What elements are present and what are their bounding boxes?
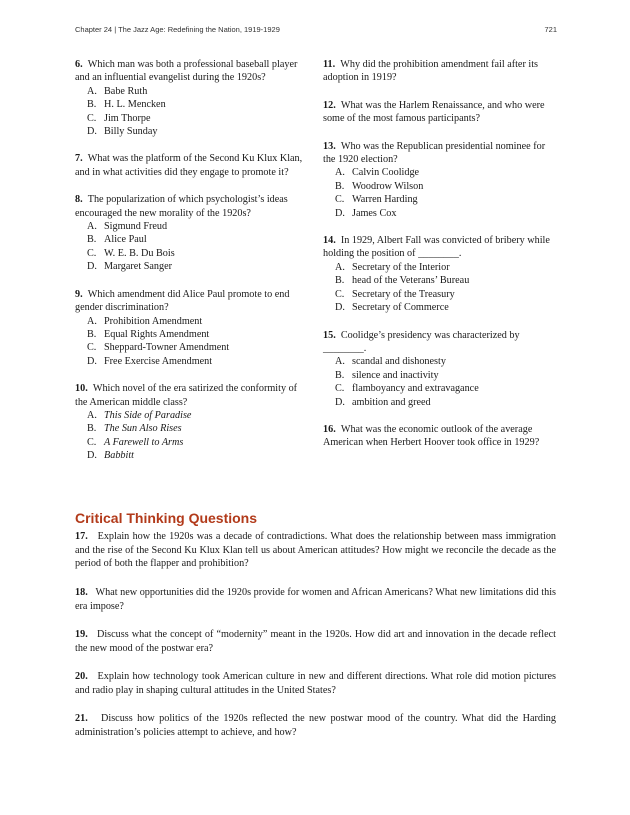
question-14 <box>323 234 555 314</box>
question-number: 6. <box>75 59 83 70</box>
option-b: B. The Sun Also Rises <box>87 423 182 435</box>
option-b: B. Woodrow Wilson <box>335 180 424 192</box>
option-b: B. H. L. Mencken <box>87 99 166 111</box>
option-c: C. Sheppard-Towner Amendment <box>87 342 230 354</box>
question-text: In 1929, Albert Fall was convicted of bribery while holding the position of ________. <box>323 235 550 260</box>
option-d: D. Babbitt <box>87 450 134 462</box>
option-d: D. Secretary of Commerce <box>335 302 449 314</box>
question-10 <box>75 382 307 462</box>
question-number: 8. <box>75 194 83 206</box>
option-d: D. ambition and greed <box>335 396 431 408</box>
question-text: What was the Harlem Renaissance, and who were some of the most famous participants? <box>323 99 545 125</box>
critical-question-17: 17. Explain how the 1920s was a decade of contradictions. What does the relationship between mass immigration and the rise of the Second Ku Klux Klan tell us about American attitudes? How might we reconcile the decade as the period of both the flapper and prohibition? <box>75 531 557 570</box>
option-list <box>323 261 555 315</box>
option-a: A. This Side of Paradise <box>87 409 192 421</box>
option-d: D. Free Exercise Amendment <box>87 355 213 367</box>
question-number: 13. <box>323 140 336 152</box>
option-list <box>75 85 307 139</box>
question-9 <box>75 288 307 368</box>
option-d: D. Margaret Sanger <box>87 261 172 273</box>
question-6 <box>75 58 307 138</box>
chapter-title: Chapter 24 | The Jazz Age: Redefining the Nation, 1919-1929 <box>75 25 280 34</box>
question-number: 11. <box>323 59 336 70</box>
page-header <box>75 25 557 37</box>
question-number: 16. <box>323 423 336 435</box>
option-a: A. Calvin Coolidge <box>335 167 420 179</box>
question-text: Coolidge’s presidency was characterized by ________. <box>323 329 520 354</box>
question-text: Which man was both a professional baseball player and an influential evangelist during the 1920s? <box>75 59 298 84</box>
critical-question-18: 18. What new opportunities did the 1920s provide for women and African Americans? What new limitations did this era impose? <box>75 587 556 612</box>
question-text: The popularization of which psychologist’s ideas encouraged the new morality of the 1920s? <box>75 194 288 219</box>
option-list <box>323 355 555 409</box>
option-b: B. Equal Rights Amendment <box>87 328 210 340</box>
question-12 <box>323 99 555 126</box>
question-number: 9. <box>75 288 83 300</box>
option-list <box>75 409 307 463</box>
option-list <box>323 166 555 220</box>
question-15 <box>323 329 555 409</box>
critical-question-21: 21. Discuss how politics of the 1920s reflected the new postwar mood of the country. What did the Harding administration’s policies attempt to achieve, and how? <box>75 713 556 738</box>
option-c: C. Warren Harding <box>335 194 418 206</box>
option-c: C. Secretary of the Treasury <box>335 288 455 300</box>
question-number: 14. <box>323 235 336 247</box>
question-text: Why did the prohibition amendment fail after its adoption in 1919? <box>323 59 539 84</box>
option-a: A. Babe Ruth <box>87 85 148 97</box>
option-c: C. W. E. B. Du Bois <box>87 247 175 259</box>
question-text: What was the economic outlook of the average American when Herbert Hoover took office in 1929? <box>323 423 540 449</box>
page-number: 721 <box>544 25 557 34</box>
option-a: A. scandal and dishonesty <box>335 356 446 368</box>
question-11 <box>323 58 555 85</box>
question-number: 7. <box>75 153 83 165</box>
option-list <box>75 220 307 274</box>
option-c: C. flamboyancy and extravagance <box>335 383 479 395</box>
option-d: D. James Cox <box>335 207 397 219</box>
right-column <box>323 58 555 464</box>
left-column <box>75 58 307 477</box>
option-a: A. Secretary of the Interior <box>335 261 450 273</box>
question-text: Which novel of the era satirized the conformity of the American middle class? <box>75 383 298 408</box>
critical-question-19: 19. Discuss what the concept of “modernity” meant in the 1920s. How did art and innovation in the decade reflect the new mood of the postwar era? <box>75 629 557 654</box>
option-b: B. head of the Veterans’ Bureau <box>335 275 470 287</box>
question-16 <box>323 423 555 450</box>
option-a: A. Sigmund Freud <box>87 221 168 233</box>
option-b: B. silence and inactivity <box>335 369 439 381</box>
critical-question-20: 20. Explain how technology took American culture in new and different directions. What role did motion pictures and radio play in shaping cultural attitudes in the United States? <box>75 671 557 696</box>
critical-thinking-heading: Critical Thinking Questions <box>75 510 258 526</box>
question-number: 10. <box>75 383 88 395</box>
question-text: Which amendment did Alice Paul promote to end gender discrimination? <box>75 288 290 314</box>
question-number: 12. <box>323 99 336 111</box>
option-a: A. Prohibition Amendment <box>87 315 203 327</box>
option-c: C. A Farewell to Arms <box>87 436 184 448</box>
question-8 <box>75 193 307 273</box>
question-text: Who was the Republican presidential nominee for the 1920 election? <box>323 140 546 166</box>
question-13 <box>323 140 555 220</box>
option-list <box>75 315 307 369</box>
question-7 <box>75 152 307 179</box>
question-text: What was the platform of the Second Ku Klux Klan, and in what activities did they engage to promote it? <box>75 153 303 178</box>
option-b: B. Alice Paul <box>87 234 147 246</box>
question-number: 15. <box>323 329 336 341</box>
option-d: D. Billy Sunday <box>87 126 158 138</box>
option-c: C. Jim Thorpe <box>87 112 151 124</box>
